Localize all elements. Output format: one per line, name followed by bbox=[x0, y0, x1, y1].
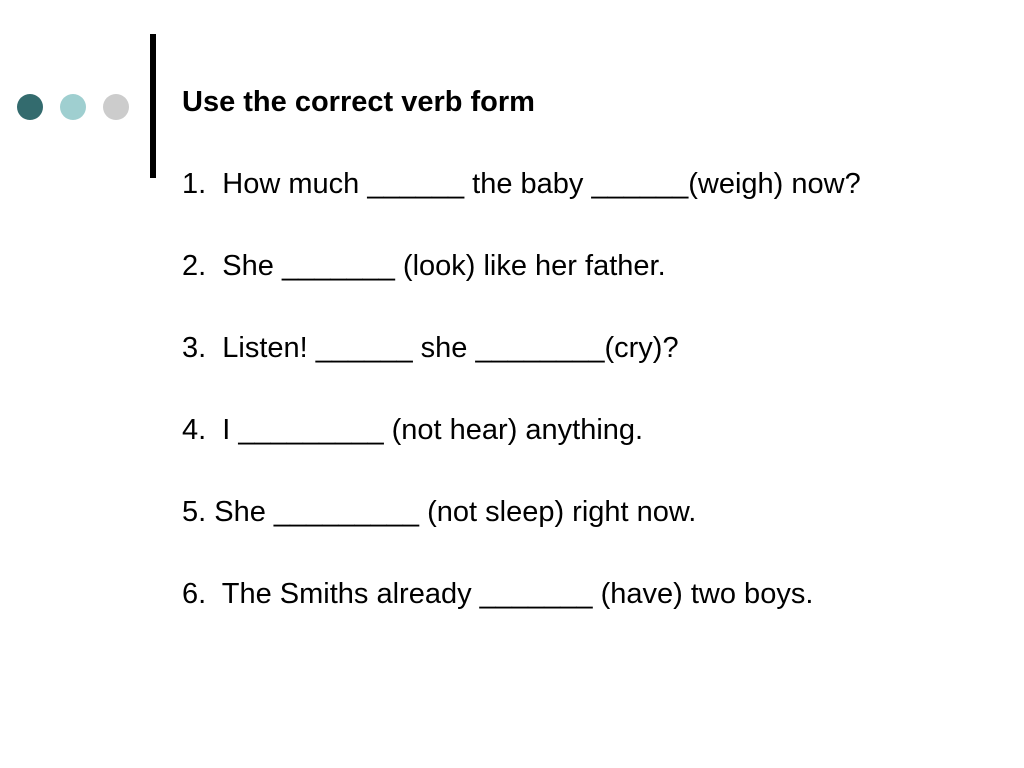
exercise-item-3: 3. Listen! ______ she ________(cry)? bbox=[182, 332, 679, 364]
exercise-item-5: 5. She _________ (not sleep) right now. bbox=[182, 496, 697, 528]
gray-dot-decoration bbox=[103, 94, 129, 120]
teal-dot-decoration bbox=[17, 94, 43, 120]
slide-title: Use the correct verb form bbox=[182, 86, 535, 118]
exercise-item-4: 4. I _________ (not hear) anything. bbox=[182, 414, 644, 446]
exercise-item-2: 2. She _______ (look) like her father. bbox=[182, 250, 666, 282]
slide-content bbox=[182, 82, 972, 615]
light-teal-dot-decoration bbox=[60, 94, 86, 120]
exercise-item-6: 6. The Smiths already _______ (have) two boys. bbox=[182, 578, 814, 610]
exercise-item-1: 1. How much ______ the baby ______(weigh) now? bbox=[182, 168, 861, 200]
vertical-divider bbox=[150, 34, 156, 178]
